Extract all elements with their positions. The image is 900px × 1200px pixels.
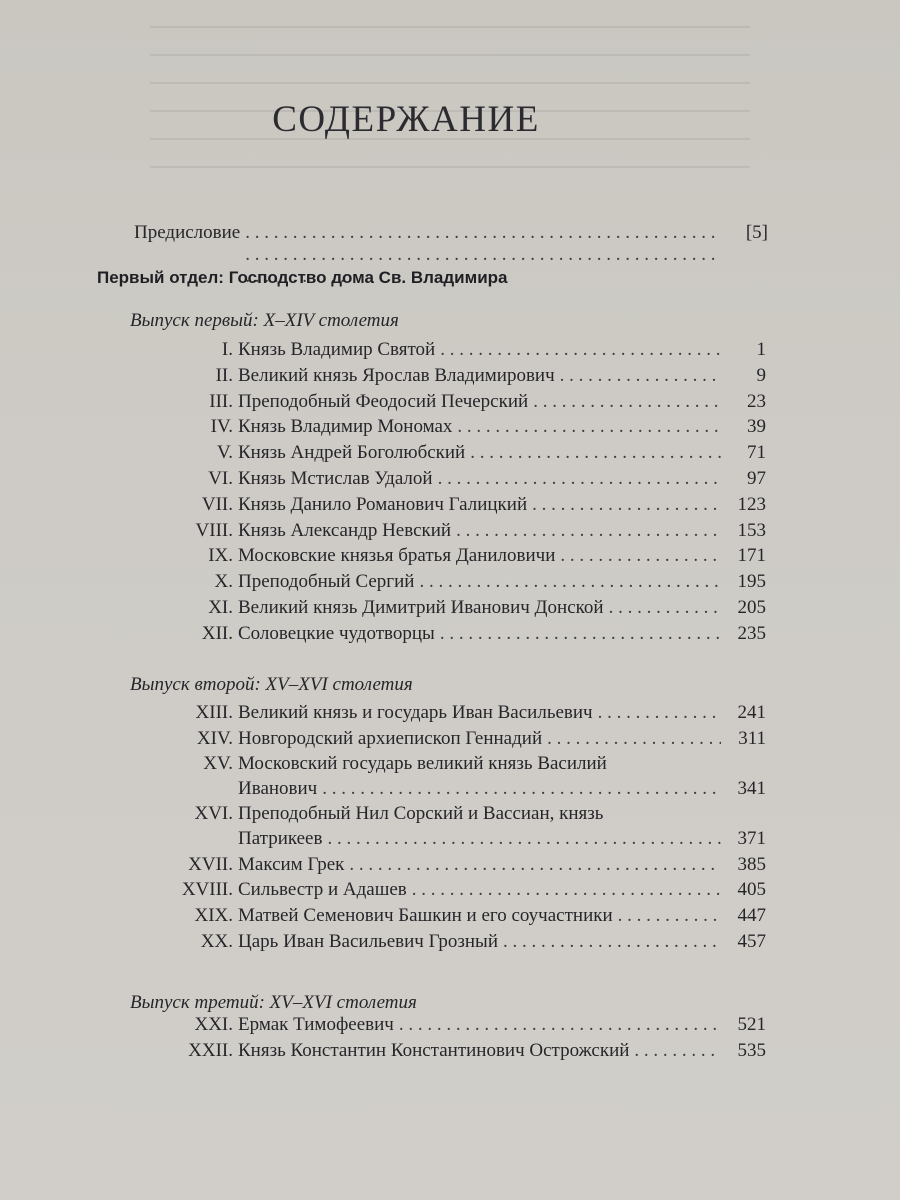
entry-number: IX. bbox=[208, 545, 233, 567]
leader-dots bbox=[349, 852, 721, 878]
entry-page: 341 bbox=[737, 777, 766, 799]
toc-entry bbox=[100, 414, 766, 440]
entry-page: 23 bbox=[747, 390, 766, 412]
leader-dots bbox=[440, 621, 721, 647]
toc-entry bbox=[100, 1038, 766, 1064]
toc-entry bbox=[100, 852, 766, 878]
leader-dots bbox=[618, 903, 721, 929]
toc-entry bbox=[100, 569, 766, 595]
entry-page: 71 bbox=[747, 442, 766, 464]
entry-title: Великий князь и государь Иван Васильевич bbox=[238, 702, 593, 723]
entry-number: XVI. bbox=[194, 802, 233, 824]
entry-number: XXII. bbox=[188, 1039, 233, 1061]
entry-page: 171 bbox=[737, 545, 766, 567]
entry-page: 205 bbox=[737, 596, 766, 618]
toc-entry bbox=[100, 492, 766, 518]
entry-page: 457 bbox=[737, 930, 766, 952]
page-title: СОДЕРЖАНИЕ bbox=[272, 99, 540, 140]
entry-title: Князь Владимир Святой bbox=[238, 339, 436, 360]
entry-title: Царь Иван Васильевич Грозный bbox=[238, 930, 498, 952]
entry-page: 1 bbox=[756, 339, 766, 360]
entry-number: X. bbox=[214, 571, 233, 593]
entry-number: VIII. bbox=[195, 519, 233, 541]
entry-number: XV. bbox=[203, 752, 233, 774]
leader-dots bbox=[322, 776, 721, 802]
entry-title: Князь Владимир Мономах bbox=[238, 416, 453, 438]
entry-number: V. bbox=[216, 442, 233, 464]
issue-heading: Выпуск второй: XV–XVI столетия bbox=[130, 674, 413, 695]
toc-entry bbox=[100, 543, 766, 569]
entry-number: IV. bbox=[210, 416, 233, 438]
entry-page: 153 bbox=[737, 519, 766, 541]
preface-label: Предисловие bbox=[134, 222, 241, 243]
issue-heading: Выпуск первый: X–XIV столетия bbox=[130, 310, 399, 331]
entry-number: XIV. bbox=[196, 727, 233, 749]
toc-entry bbox=[100, 752, 766, 802]
preface-page: [5] bbox=[745, 222, 768, 243]
entry-title: Князь Мстислав Удалой bbox=[238, 467, 433, 489]
toc-entry bbox=[100, 466, 766, 492]
toc-entry bbox=[100, 700, 766, 726]
leader-dots bbox=[560, 363, 721, 389]
leader-dots bbox=[547, 726, 721, 752]
entry-number: VI. bbox=[208, 467, 233, 489]
entry-title: Матвей Семенович Башкин и его соучастники bbox=[238, 905, 613, 927]
leader-dots bbox=[532, 492, 721, 518]
leader-dots bbox=[533, 389, 721, 415]
entry-title-continued: Патрикеев bbox=[238, 827, 323, 849]
toc-entry bbox=[100, 595, 766, 621]
leader-dots bbox=[634, 1038, 721, 1064]
entry-number: XVIII. bbox=[181, 879, 233, 901]
entry-title: Ермак Тимофеевич bbox=[238, 1014, 394, 1035]
toc-entry bbox=[100, 877, 766, 903]
toc-list-issue-1 bbox=[100, 337, 766, 647]
entry-number: III. bbox=[209, 390, 233, 412]
toc-list-issue-3 bbox=[100, 1012, 766, 1064]
entry-title: Князь Константин Константинович Острожский bbox=[238, 1039, 630, 1061]
entry-number: XIX. bbox=[194, 905, 233, 927]
entry-title: Преподобный Нил Сорский и Вассиан, князь bbox=[238, 802, 604, 824]
toc-entry bbox=[100, 802, 766, 852]
leader-dots bbox=[470, 440, 721, 466]
entry-number: II. bbox=[215, 364, 233, 386]
leader-dots bbox=[327, 826, 721, 852]
entry-number: I. bbox=[221, 339, 233, 360]
entry-title: Московские князья братья Даниловичи bbox=[238, 545, 556, 567]
entry-page: 405 bbox=[737, 879, 766, 901]
leader-dots bbox=[412, 877, 721, 903]
entry-page: 521 bbox=[737, 1014, 766, 1035]
entry-title: Князь Данило Романович Галицкий bbox=[238, 493, 528, 515]
entry-title-continued: Иванович bbox=[238, 777, 318, 799]
entry-number: XIII. bbox=[195, 702, 233, 723]
leader-dots bbox=[503, 929, 721, 955]
entry-page: 123 bbox=[737, 493, 766, 515]
leader-dots bbox=[419, 569, 721, 595]
entry-page: 385 bbox=[737, 853, 766, 875]
entry-title: Соловецкие чудотворцы bbox=[238, 622, 435, 644]
entry-page: 371 bbox=[737, 827, 766, 849]
toc-entry bbox=[100, 518, 766, 544]
toc-entry bbox=[100, 337, 766, 363]
entry-page: 9 bbox=[756, 364, 766, 386]
entry-title: Максим Грек bbox=[238, 853, 345, 875]
leader-dots bbox=[560, 543, 721, 569]
entry-page: 241 bbox=[737, 702, 766, 723]
entry-title: Великий князь Димитрий Иванович Донской bbox=[238, 596, 604, 618]
entry-number: XII. bbox=[201, 622, 233, 644]
entry-number: XX. bbox=[200, 930, 233, 952]
entry-title: Великий князь Ярослав Владимирович bbox=[238, 364, 555, 386]
entry-page: 235 bbox=[737, 622, 766, 644]
toc-entry bbox=[100, 389, 766, 415]
toc-entry bbox=[100, 903, 766, 929]
toc-entry bbox=[100, 929, 766, 955]
entry-page: 311 bbox=[738, 727, 766, 749]
entry-title: Князь Александр Невский bbox=[238, 519, 452, 541]
entry-title: Князь Андрей Боголюбский bbox=[238, 442, 466, 464]
entry-page: 39 bbox=[747, 416, 766, 438]
leader-dots bbox=[456, 518, 721, 544]
entry-title: Сильвестр и Адашев bbox=[238, 879, 407, 901]
leader-dots bbox=[609, 595, 721, 621]
entry-number: XVII. bbox=[188, 853, 233, 875]
leader-dots bbox=[438, 466, 721, 492]
toc-entry bbox=[100, 440, 766, 466]
entry-page: 447 bbox=[737, 905, 766, 927]
leader-dots bbox=[440, 337, 721, 363]
entry-number: VII. bbox=[201, 493, 233, 515]
toc-list-issue-2 bbox=[100, 700, 766, 955]
toc-entry bbox=[100, 363, 766, 389]
leader-dots bbox=[457, 414, 721, 440]
issue-heading: Выпуск третий: XV–XVI столетия bbox=[130, 992, 417, 1013]
entry-number: XXI. bbox=[194, 1014, 233, 1035]
entry-page: 535 bbox=[737, 1039, 766, 1061]
toc-entry bbox=[100, 621, 766, 647]
leader-dots bbox=[399, 1012, 721, 1038]
section-heading: Первый отдел: Господство дома Св. Владимира bbox=[97, 268, 508, 287]
entry-title: Преподобный Феодосий Печерский bbox=[238, 390, 529, 412]
entry-page: 195 bbox=[737, 571, 766, 593]
toc-entry bbox=[100, 1012, 766, 1038]
entry-number: XI. bbox=[208, 596, 233, 618]
entry-title: Новгородский архиепископ Геннадий bbox=[238, 727, 543, 749]
toc-entry bbox=[100, 726, 766, 752]
entry-title: Преподобный Сергий bbox=[238, 571, 415, 593]
leader-dots bbox=[598, 700, 721, 726]
entry-page: 97 bbox=[747, 467, 766, 489]
entry-title: Московский государь великий князь Василий bbox=[238, 752, 607, 774]
